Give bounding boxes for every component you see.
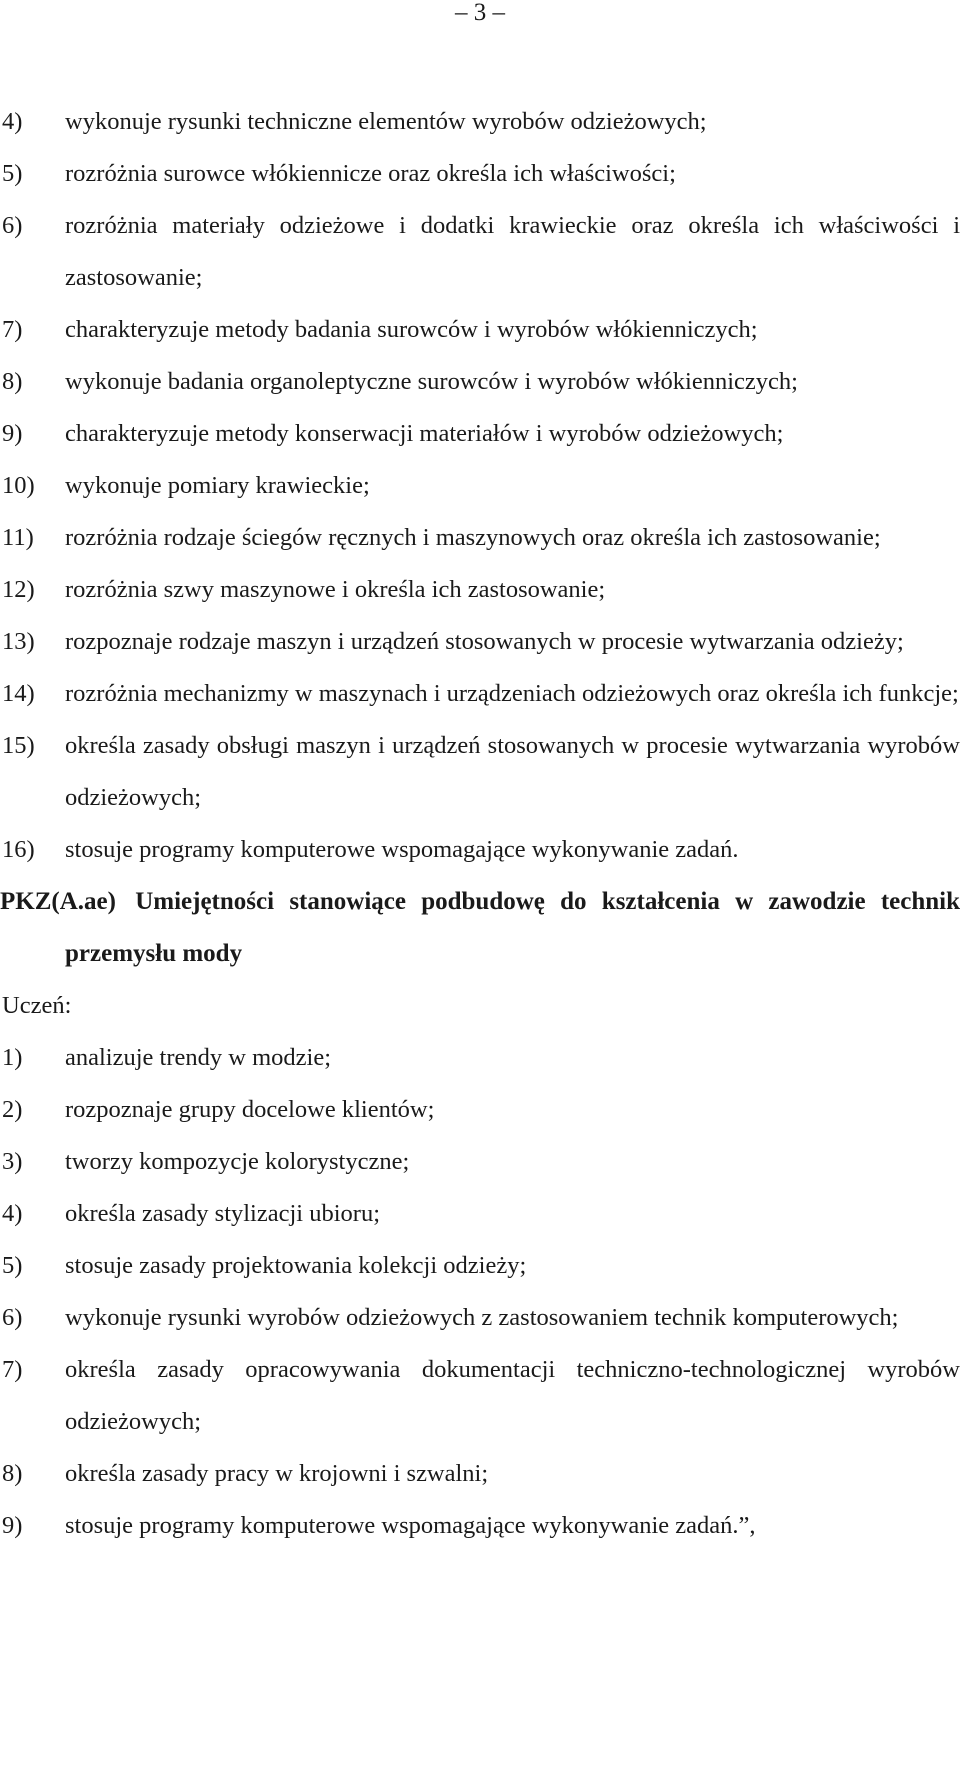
list-item-text: analizuje trendy w modzie; [65,1044,331,1071]
list-item-text: wykonuje rysunki wyrobów odzieżowych z zastosowaniem technik komputerowych; [65,1304,899,1331]
list-item-number: 7) [2,316,23,343]
list-item [0,512,960,564]
list-item [0,1240,960,1292]
section-title: Umiejętności stanowiące podbudowę do kształcenia w zawodzie technik przemysłu mody [65,888,960,967]
list-item-text: określa zasady obsługi maszyn i urządzeń stosowanych w procesie wytwarzania wyrobów odzieżowych; [65,732,960,811]
list-item-number: 9) [2,420,23,447]
list-item-text: stosuje programy komputerowe wspomagające wykonywanie zadań. [65,836,739,863]
list-item-number: 2) [2,1096,23,1123]
list-item-number: 9) [2,1512,23,1539]
list-item [0,1500,960,1552]
list-item [0,96,960,148]
list-item-text: charakteryzuje metody badania surowców i wyrobów włókienniczych; [65,316,758,343]
list-item-text: rozpoznaje grupy docelowe klientów; [65,1096,435,1123]
list-item-number: 5) [2,160,23,187]
list-item-text: określa zasady stylizacji ubioru; [65,1200,380,1227]
list-item-text: rozróżnia materiały odzieżowe i dodatki krawieckie oraz określa ich właściwości i zastosowanie; [65,212,960,291]
list-item-number: 11) [2,524,34,551]
list-item [0,1032,960,1084]
list-item [0,1188,960,1240]
list-item-text: wykonuje badania organoleptyczne surowców i wyrobów włókienniczych; [65,368,798,395]
list-item [0,616,960,668]
list-item-text: charakteryzuje metody konserwacji materiałów i wyrobów odzieżowych; [65,420,784,447]
list-item [0,460,960,512]
list-item [0,408,960,460]
list-item-number: 16) [2,836,35,863]
list-item [0,1448,960,1500]
skills-list-fashion [0,1032,960,1552]
list-item [0,1136,960,1188]
list-item-text: rozróżnia szwy maszynowe i określa ich zastosowanie; [65,576,606,603]
list-item-number: 6) [2,1304,23,1331]
skills-list-continued [0,96,960,876]
list-item-number: 12) [2,576,35,603]
list-item [0,720,960,824]
list-item-number: 4) [2,108,23,135]
list-item [0,824,960,876]
list-item [0,1084,960,1136]
list-item [0,304,960,356]
list-item [0,356,960,408]
list-item [0,564,960,616]
list-item-number: 8) [2,1460,23,1487]
list-item [0,1344,960,1448]
intro-label: Uczeń: [2,992,72,1019]
list-item-text: rozróżnia surowce włókiennicze oraz określa ich właściwości; [65,160,676,187]
list-item-text: stosuje programy komputerowe wspomagające wykonywanie zadań.”, [65,1512,756,1539]
list-item-text: określa zasady opracowywania dokumentacji techniczno-technologicznej wyrobów odzieżowych; [65,1356,960,1435]
list-item-text: rozróżnia rodzaje ściegów ręcznych i maszynowych oraz określa ich zastosowanie; [65,524,881,551]
list-item-number: 7) [2,1356,23,1383]
page-number: – 3 – [455,0,505,26]
list-item-text: wykonuje rysunki techniczne elementów wyrobów odzieżowych; [65,108,707,135]
list-item-text: rozróżnia mechanizmy w maszynach i urządzeniach odzieżowych oraz określa ich funkcje; [65,680,959,707]
list-item [0,668,960,720]
list-item-text: określa zasady pracy w krojowni i szwalni; [65,1460,489,1487]
section-heading [0,876,960,980]
document-body [0,96,960,1552]
list-item-number: 13) [2,628,35,655]
list-item-number: 6) [2,212,23,239]
list-item-number: 14) [2,680,35,707]
list-item-text: rozpoznaje rodzaje maszyn i urządzeń stosowanych w procesie wytwarzania odzieży; [65,628,904,655]
list-item-text: stosuje zasady projektowania kolekcji odzieży; [65,1252,527,1279]
list-item-text: wykonuje pomiary krawieckie; [65,472,370,499]
list-item [0,200,960,304]
list-item-number: 5) [2,1252,23,1279]
list-item-number: 4) [2,1200,23,1227]
section-code: PKZ(A.ae) [0,888,116,915]
list-item-number: 10) [2,472,35,499]
list-item [0,148,960,200]
list-item-number: 1) [2,1044,23,1071]
list-item-number: 15) [2,732,35,759]
list-item [0,1292,960,1344]
list-item-number: 8) [2,368,23,395]
list-item-number: 3) [2,1148,23,1175]
list-item-text: tworzy kompozycje kolorystyczne; [65,1148,410,1175]
